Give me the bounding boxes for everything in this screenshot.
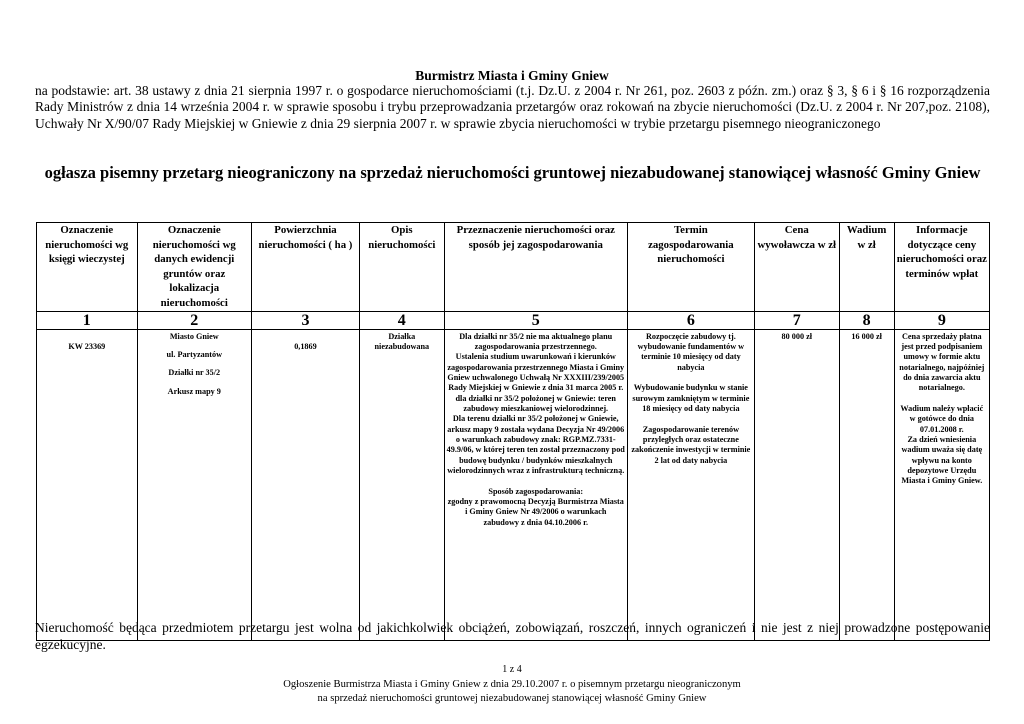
header-cell: Oznaczenie nieruchomości wg danych ewidencji gruntów oraz lokalizacja nieruchomości (137, 223, 251, 312)
header-cell: Cena wywoławcza w zł (754, 223, 839, 312)
auction-table (36, 222, 990, 641)
column-number: 8 (839, 311, 894, 329)
header-cell: Powierzchnia nieruchomości ( ha ) (251, 223, 359, 312)
header-cell: Termin zagospodarowania nieruchomości (627, 223, 754, 312)
column-number: 1 (37, 311, 138, 329)
column-number: 4 (359, 311, 444, 329)
column-number: 2 (137, 311, 251, 329)
column-number-row (37, 311, 990, 329)
document-title: Burmistrz Miasta i Gminy Gniew (415, 68, 609, 83)
column-number: 6 (627, 311, 754, 329)
closing-paragraph: Nieruchomość będąca przedmiotem przetargu jest wolna od jakichkolwiek obciążeń, zobowiązań, roszczeń, innych ograniczeń i nie jest z niej prowadzone postępowanie egzekucyjne. (35, 620, 990, 652)
location-street: ul. Partyzantów (166, 349, 223, 359)
description-cell: Działka niezabudowana (359, 329, 444, 640)
column-number: 5 (444, 311, 627, 329)
deposit-cell: 16 000 zł (839, 329, 894, 640)
header-cell: Wadium w zł (839, 223, 894, 312)
land-register-number: KW 23369 (68, 341, 106, 351)
location-map-sheet: Arkusz mapy 9 (167, 386, 221, 396)
header-cell: Opis nieruchomości (359, 223, 444, 312)
table-row (37, 329, 990, 640)
location-town: Miasto Gniew (169, 331, 219, 341)
table-header-row (37, 223, 990, 312)
announcement-heading: ogłasza pisemny przetarg nieograniczony na sprzedaż nieruchomości gruntowej niezabudowanej stanowiącej własność Gminy Gniew (44, 163, 981, 182)
footer-line: na sprzedaż nieruchomości gruntowej niezabudowanej stanowiącej własność Gminy Gniew (317, 693, 707, 704)
header-cell: Oznaczenie nieruchomości wg księgi wieczystej (37, 223, 138, 312)
area-cell: 0,1869 (251, 329, 359, 640)
column-number: 7 (754, 311, 839, 329)
payment-info-cell: Cena sprzedaży płatna jest przed podpisaniem umowy w formie aktu notarialnego, najpóźniej do dnia zawarcia aktu notarialnego. Wadium należy wpłacić w gotówce do dnia 07.01.2008 r. Za dzień wniesienia wadium uważa się datę wpływu na konto depozytowe Urzędu Miasta i Gminy Gniew. (894, 329, 989, 640)
development-term-cell: Rozpoczęcie zabudowy tj. wybudowanie fundamentów w terminie 10 miesięcy od daty nabycia Wybudowanie budynku w stanie surowym zamkniętym w terminie 18 miesięcy od daty nabycia Zagospodarowanie terenów przyległych oraz ostateczne zakończenie inwestycji w terminie 2 lat od daty nabycia (627, 329, 754, 640)
column-number: 9 (894, 311, 989, 329)
purpose-cell: Dla działki nr 35/2 nie ma aktualnego planu zagospodarowania przestrzennego. Ustalenia studium uwarunkowań i kierunków zagospodarowania przestrzennego Miasta i Gminy Gniew uchwalonego Uchwałą Nr XXXIII/239/2005 Rady Miejskiej w Gniewie z dnia 31 marca 2005 r. dla działki nr 35/2 położonej w Gniewie: teren zabudowy mieszkaniowej wielorodzinnej. Dla terenu działki nr 35/2 położonej w Gniewie, arkusz mapy 9 została wydana Decyzja Nr 49/2006 o warunkach zabudowy znak: RGP.MZ.7331-49.9/06, w której teren ten został przeznaczony pod budowę budynku / budynków mieszkalnych wielorodzinnych wraz z infrastrukturą techniczną. Sposób zagospodarowania: zgodny z prawomocną Decyzją Burmistrza Miasta i Gminy Gniew Nr 49/2006 o warunkach zabudowy z dnia 04.10.2006 r. (444, 329, 627, 640)
location-cell (137, 329, 251, 640)
page-footer (0, 678, 1024, 706)
location-plot: Działki nr 35/2 (168, 368, 221, 378)
header-cell: Przeznaczenie nieruchomości oraz sposób jej zagospodarowania (444, 223, 627, 312)
column-number: 3 (251, 311, 359, 329)
footer-line: Ogłoszenie Burmistrza Miasta i Gminy Gniew z dnia 29.10.2007 r. o pisemnym przetargu nieograniczonym (283, 679, 741, 690)
header-cell: Informacje dotyczące ceny nieruchomości oraz terminów wpłat (894, 223, 989, 312)
starting-price-cell: 80 000 zł (754, 329, 839, 640)
land-register-cell (37, 329, 138, 640)
page-number: 1 z 4 (502, 664, 522, 675)
legal-basis-paragraph: na podstawie: art. 38 ustawy z dnia 21 sierpnia 1997 r. o gospodarce nieruchomościami (t.j. Dz.U. z 2004 r. Nr 261, poz. 2603 z późn. zm.) oraz § 3, § 6 i § 16 rozporządzenia Rady Ministrów z dnia 14 września 2004 r. w sprawie sposobu i trybu przeprowadzania przetargów oraz rokowań na zbycie nieruchomości (Dz.U. z 2004 r. Nr 207,poz. 2108), Uchwały Nr X/90/07 Rady Miejskiej w Gniewie z dnia 29 sierpnia 2007 r. w sprawie zbycia nieruchomości w trybie przetargu pisemnego nieograniczonego (35, 83, 990, 131)
